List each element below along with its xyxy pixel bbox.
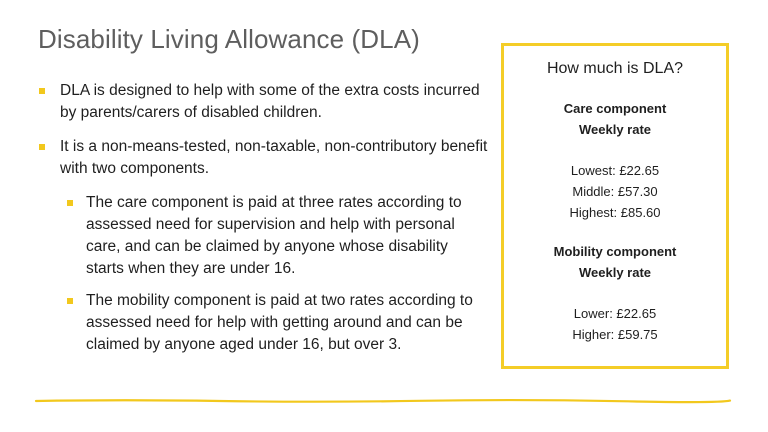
- mobility-rate-lower: Lower: £22.65: [573, 306, 657, 321]
- bullet-text: The care component is paid at three rates according to assessed need for supervision and help with personal care, and can be claimed by anyone whose disability starts when they are under 16.: [86, 194, 462, 277]
- mobility-rates: [504, 303, 726, 345]
- sub-bullet-item: [64, 290, 490, 356]
- bullet-square-icon: [39, 144, 45, 150]
- mobility-component-title: Mobility component: [553, 244, 677, 259]
- bullet-text: It is a non-means-tested, non-taxable, non-contributory benefit with two components.: [60, 138, 488, 177]
- mobility-component-header: [504, 241, 726, 283]
- footer-rule-line: [36, 400, 730, 402]
- bullet-square-icon: [67, 298, 73, 304]
- care-component-subtitle: Weekly rate: [578, 122, 652, 137]
- mobility-rate-higher: Higher: £59.75: [572, 327, 658, 342]
- care-rate-middle: Middle: £57.30: [572, 184, 658, 199]
- bullet-text: DLA is designed to help with some of the extra costs incurred by parents/carers of disabled children.: [60, 82, 480, 121]
- slide-title: Disability Living Allowance (DLA): [38, 24, 420, 54]
- mobility-component-subtitle: Weekly rate: [578, 265, 652, 280]
- care-component-header: [504, 98, 726, 140]
- care-rate-lowest: Lowest: £22.65: [570, 163, 660, 178]
- bullet-text: The mobility component is paid at two rates according to assessed need for help with getting around and can be claimed by anyone aged under 16, but over 3.: [86, 292, 473, 353]
- care-component-title: Care component: [563, 101, 667, 116]
- box-heading: How much is DLA?: [546, 60, 684, 77]
- care-rate-highest: Highest: £85.60: [569, 205, 661, 220]
- dla-rates-box: [501, 43, 729, 369]
- bullet-square-icon: [67, 200, 73, 206]
- footer-rule: [0, 398, 768, 404]
- care-rates: [504, 160, 726, 223]
- bullet-square-icon: [39, 88, 45, 94]
- bullet-item: [38, 136, 490, 180]
- sub-bullet-item: [64, 192, 490, 280]
- bullet-item: [38, 80, 490, 124]
- bullet-list: [38, 80, 490, 366]
